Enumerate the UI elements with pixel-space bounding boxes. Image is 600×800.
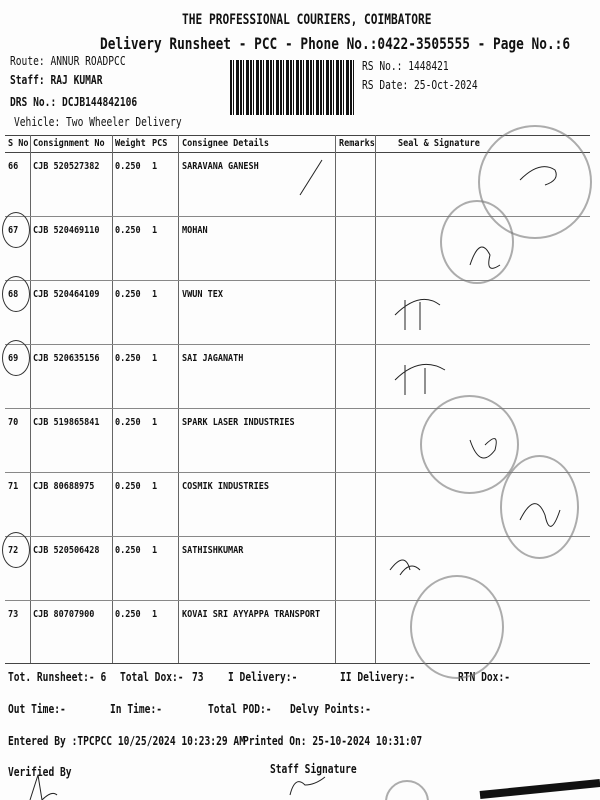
column-header: Remarks	[339, 138, 375, 149]
table-cell-cno: CJB 520635156	[33, 353, 100, 364]
table-cell-sno: 71	[8, 481, 19, 492]
staff-signature: Staff Signature	[270, 762, 357, 776]
table-cell-consignee: MOHAN	[182, 225, 208, 236]
out-time: Out Time:-	[8, 702, 66, 716]
table-cell-cno: CJB 520506428	[33, 545, 100, 556]
tot-runsheet: Tot. Runsheet:- 6	[8, 670, 107, 684]
column-header: PCS	[152, 138, 168, 149]
table-cell-sno: 70	[8, 417, 19, 428]
table-cell-sno: 67	[8, 225, 19, 236]
delvy-points: Delvy Points:-	[290, 702, 371, 716]
table-cell-pcs: 1	[152, 609, 158, 620]
table-cell-pcs: 1	[152, 481, 158, 492]
table-cell-consignee: VWUN TEX	[182, 289, 223, 300]
total-pod: Total POD:-	[208, 702, 272, 716]
table-cell-cno: CJB 519865841	[33, 417, 100, 428]
table-cell-weight: 0.250	[115, 417, 141, 428]
table-cell-consignee: SAI JAGANATH	[182, 353, 244, 364]
drs-number: DRS No.: DCJB144842106	[10, 95, 138, 109]
table-cell-sno: 72	[8, 545, 19, 556]
route: Route: ANNUR ROADPCC	[10, 54, 126, 68]
table-cell-weight: 0.250	[115, 289, 141, 300]
table-cell-consignee: SPARK LASER INDUSTRIES	[182, 417, 295, 428]
table-cell-consignee: SARAVANA GANESH	[182, 161, 259, 172]
table-cell-cno: CJB 520469110	[33, 225, 100, 236]
table-cell-sno: 73	[8, 609, 19, 620]
rs-number: RS No.: 1448421	[362, 59, 449, 73]
entered-by: Entered By :TPCPCC 10/25/2024 10:23:29 AM	[8, 734, 245, 748]
table-cell-weight: 0.250	[115, 225, 141, 236]
table-cell-consignee: COSMIK INDUSTRIES	[182, 481, 270, 492]
table-cell-sno: 66	[8, 161, 19, 172]
table-cell-sno: 69	[8, 353, 19, 364]
vehicle: Vehicle: Two Wheeler Delivery	[14, 115, 182, 129]
table-cell-consignee: SATHISHKUMAR	[182, 545, 244, 556]
table-cell-weight: 0.250	[115, 545, 141, 556]
table-cell-cno: CJB 80707900	[33, 609, 95, 620]
rtn-dox: RTN Dox:-	[458, 670, 511, 684]
column-header: Consignee Details	[182, 138, 270, 149]
column-header: Seal & Signature	[398, 138, 480, 149]
in-time: In Time:-	[110, 702, 163, 716]
total-dox-label: Total Dox:-	[120, 670, 184, 684]
table-cell-weight: 0.250	[115, 353, 141, 364]
staff: Staff: RAJ KUMAR	[10, 73, 103, 87]
company-name: THE PROFESSIONAL COURIERS, COIMBATORE	[182, 12, 432, 28]
table-cell-pcs: 1	[152, 225, 158, 236]
table-cell-pcs: 1	[152, 417, 158, 428]
column-header: Weight	[115, 138, 146, 149]
column-header: Consignment No	[33, 138, 105, 149]
i-delivery: I Delivery:-	[228, 670, 298, 684]
table-cell-pcs: 1	[152, 353, 158, 364]
column-header: S No	[8, 138, 29, 149]
ii-delivery: II Delivery:-	[340, 670, 416, 684]
verified-by: Verified By	[8, 765, 72, 779]
table-cell-weight: 0.250	[115, 481, 141, 492]
table-cell-consignee: KOVAI SRI AYYAPPA TRANSPORT	[182, 609, 321, 620]
table-cell-pcs: 1	[152, 161, 158, 172]
table-cell-pcs: 1	[152, 545, 158, 556]
rs-date: RS Date: 25-Oct-2024	[362, 78, 478, 92]
printed-on: Printed On: 25-10-2024 10:31:07	[243, 734, 423, 748]
table-cell-cno: CJB 520527382	[33, 161, 100, 172]
runsheet-title: Delivery Runsheet - PCC - Phone No.:0422-3505555 - Page No.:6	[100, 34, 571, 53]
table-cell-weight: 0.250	[115, 609, 141, 620]
table-cell-cno: CJB 80688975	[33, 481, 95, 492]
table-cell-cno: CJB 520464109	[33, 289, 100, 300]
table-cell-pcs: 1	[152, 289, 158, 300]
table-cell-sno: 68	[8, 289, 19, 300]
total-dox-value: 73	[192, 670, 204, 684]
table-cell-weight: 0.250	[115, 161, 141, 172]
